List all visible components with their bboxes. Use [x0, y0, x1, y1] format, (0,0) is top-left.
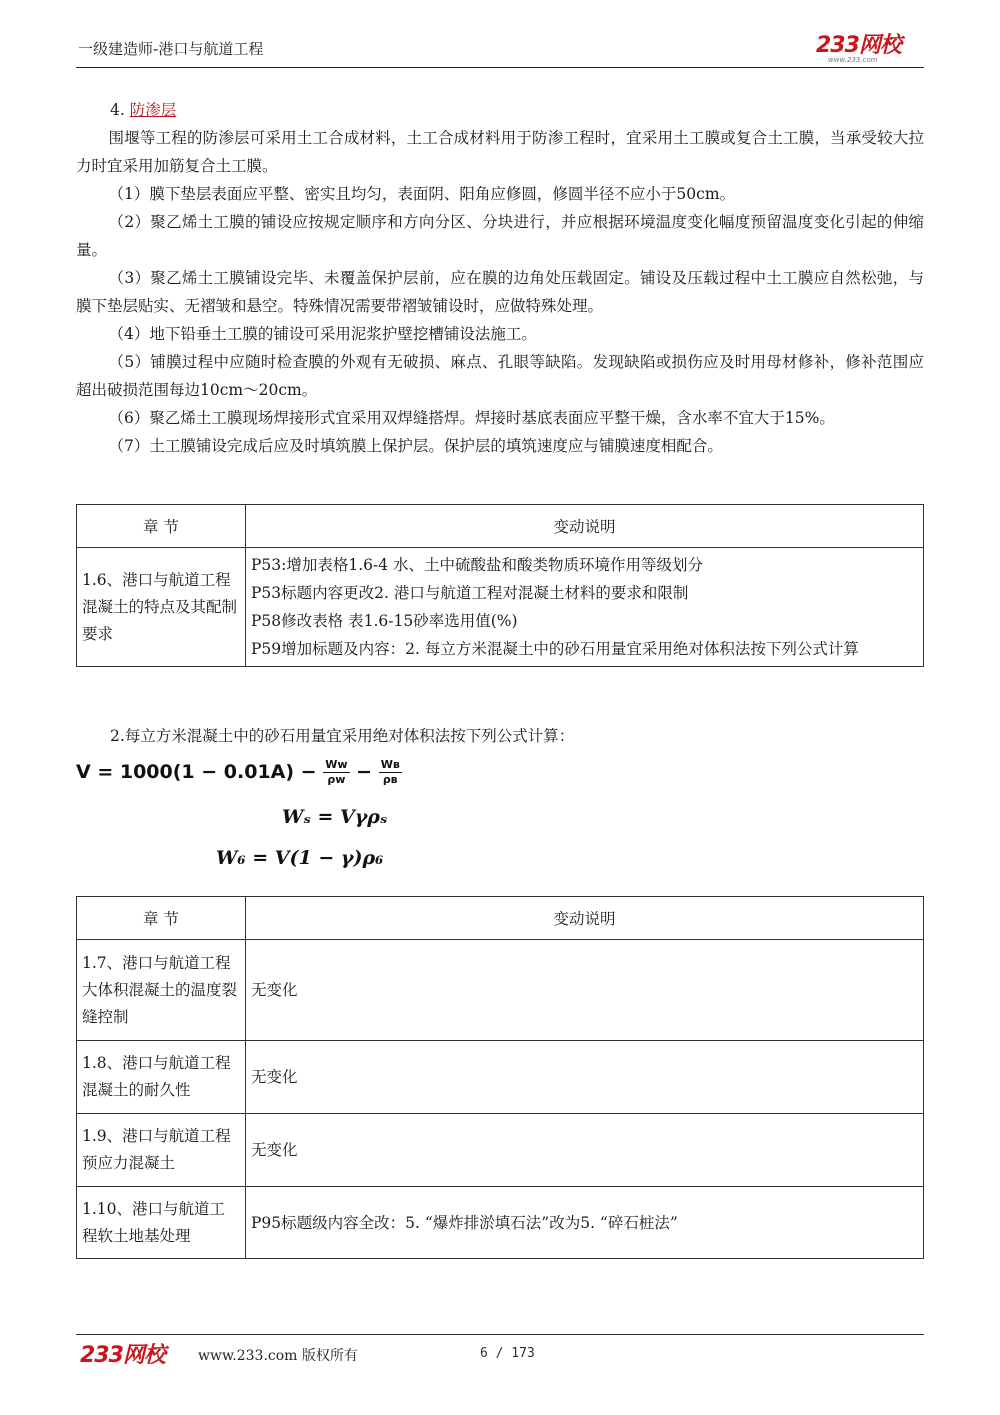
table-row	[77, 1187, 924, 1259]
chapter-cell: 1.9、港口与航道工程预应力混凝土	[77, 1114, 246, 1187]
table-row	[77, 1114, 924, 1187]
logo-url: www.233.com	[828, 56, 878, 64]
chapter-cell: 1.10、港口与航道工程软土地基处理	[77, 1187, 246, 1259]
changes-cell: 无变化	[246, 1114, 924, 1187]
header-changes: 变动说明	[246, 505, 924, 548]
change-line: P53标题内容更改2. 港口与航道工程对混凝土材料的要求和限制	[251, 584, 689, 602]
change-table-2	[76, 896, 924, 1259]
change-line: P53:增加表格1.6-4 水、土中硫酸盐和酸类物质环境作用等级划分	[251, 556, 704, 574]
table-row	[77, 548, 924, 667]
footer-divider	[76, 1334, 924, 1335]
section-title: 防渗层	[129, 101, 177, 119]
chapter-cell: 1.7、港口与航道工程大体积混凝土的温度裂缝控制	[77, 940, 246, 1041]
formula-line-1	[76, 758, 402, 787]
list-item: （1）膜下垫层表面应平整、密实且均匀，表面阴、阳角应修圆，修圆半径不应小于50cm。	[108, 185, 736, 203]
section-body	[76, 96, 924, 460]
chapter-cell: 1.8、港口与航道工程混凝土的耐久性	[77, 1041, 246, 1114]
footer-logo: 233网校	[80, 1343, 165, 1368]
header-chapter: 章 节	[77, 897, 246, 940]
changes-cell: 无变化	[246, 940, 924, 1041]
changes-cell: P95标题级内容全改：5. “爆炸排淤填石法”改为5. “碎石桩法”	[246, 1187, 924, 1259]
list-item: （3）聚乙烯土工膜铺设完毕、未覆盖保护层前，应在膜的边角处压载固定。铺设及压载过程中土工膜应自然松弛，与膜下垫层贴实、无褶皱和悬空。特殊情况需要带褶皱铺设时，应做特殊处理。	[76, 269, 924, 315]
list-item: （7）土工膜铺设完成后应及时填筑膜上保护层。保护层的填筑速度应与铺膜速度相配合。	[108, 437, 723, 455]
table-header-row	[77, 505, 924, 548]
changes-cell	[246, 548, 924, 667]
section-heading	[76, 96, 924, 124]
change-table-1	[76, 504, 924, 667]
section-number: 4.	[110, 101, 125, 119]
formula-line-3: W₆ = V(1 − γ)ρ₆	[216, 847, 384, 869]
formula-line-2: Wₛ = Vγρₛ	[282, 806, 388, 828]
footer-copyright: www.233.com 版权所有	[198, 1348, 358, 1364]
list-item: （4）地下铅垂土工膜的铺设可采用泥浆护壁挖槽铺设法施工。	[108, 325, 537, 343]
formula-intro: 2.每立方米混凝土中的砂石用量宜采用绝对体积法按下列公式计算：	[110, 727, 575, 745]
logo-text: 233网校	[816, 33, 901, 58]
table-header-row	[77, 897, 924, 940]
header-title: 一级建造师-港口与航道工程	[78, 40, 264, 58]
header-chapter: 章 节	[77, 505, 246, 548]
change-line: P58修改表格 表1.6-15砂率选用值(%)	[251, 612, 518, 630]
list-item: （6）聚乙烯土工膜现场焊接形式宜采用双焊缝搭焊。焊接时基底表面应平整干燥，含水率不宜大于15%。	[108, 409, 835, 427]
change-line: P59增加标题及内容：2. 每立方米混凝土中的砂石用量宜采用绝对体积法按下列公式计算	[251, 640, 859, 658]
list-item: （2）聚乙烯土工膜的铺设应按规定顺序和方向分区、分块进行，并应根据环境温度变化幅度预留温度变化引起的伸缩量。	[76, 213, 924, 259]
table-row	[77, 940, 924, 1041]
table-row	[77, 1041, 924, 1114]
page-number: 6 / 173	[480, 1346, 535, 1361]
section-intro: 围堰等工程的防渗层可采用土工合成材料，土工合成材料用于防渗工程时，宜采用土工膜或复合土工膜，当承受较大拉力时宜采用加筋复合土工膜。	[76, 129, 924, 175]
header-divider	[76, 67, 924, 68]
formula-minus: −	[356, 761, 373, 783]
changes-cell: 无变化	[246, 1041, 924, 1114]
header-changes: 变动说明	[246, 897, 924, 940]
chapter-cell: 1.6、港口与航道工程混凝土的特点及其配制要求	[77, 548, 246, 667]
list-item: （5）铺膜过程中应随时检查膜的外观有无破损、麻点、孔眼等缺陷。发现缺陷或损伤应及时用母材修补，修补范围应超出破损范围每边10cm～20cm。	[76, 353, 924, 399]
fraction-water: $\frac{\text{Wᴡ}}{\text{ρᴡ}}$	[325, 758, 348, 786]
formula-main: V = 1000(1 − 0.01A) −	[76, 761, 317, 783]
brand-logo	[816, 28, 926, 64]
fraction-binder: $\frac{\text{Wʙ}}{\text{ρʙ}}$	[380, 758, 400, 786]
